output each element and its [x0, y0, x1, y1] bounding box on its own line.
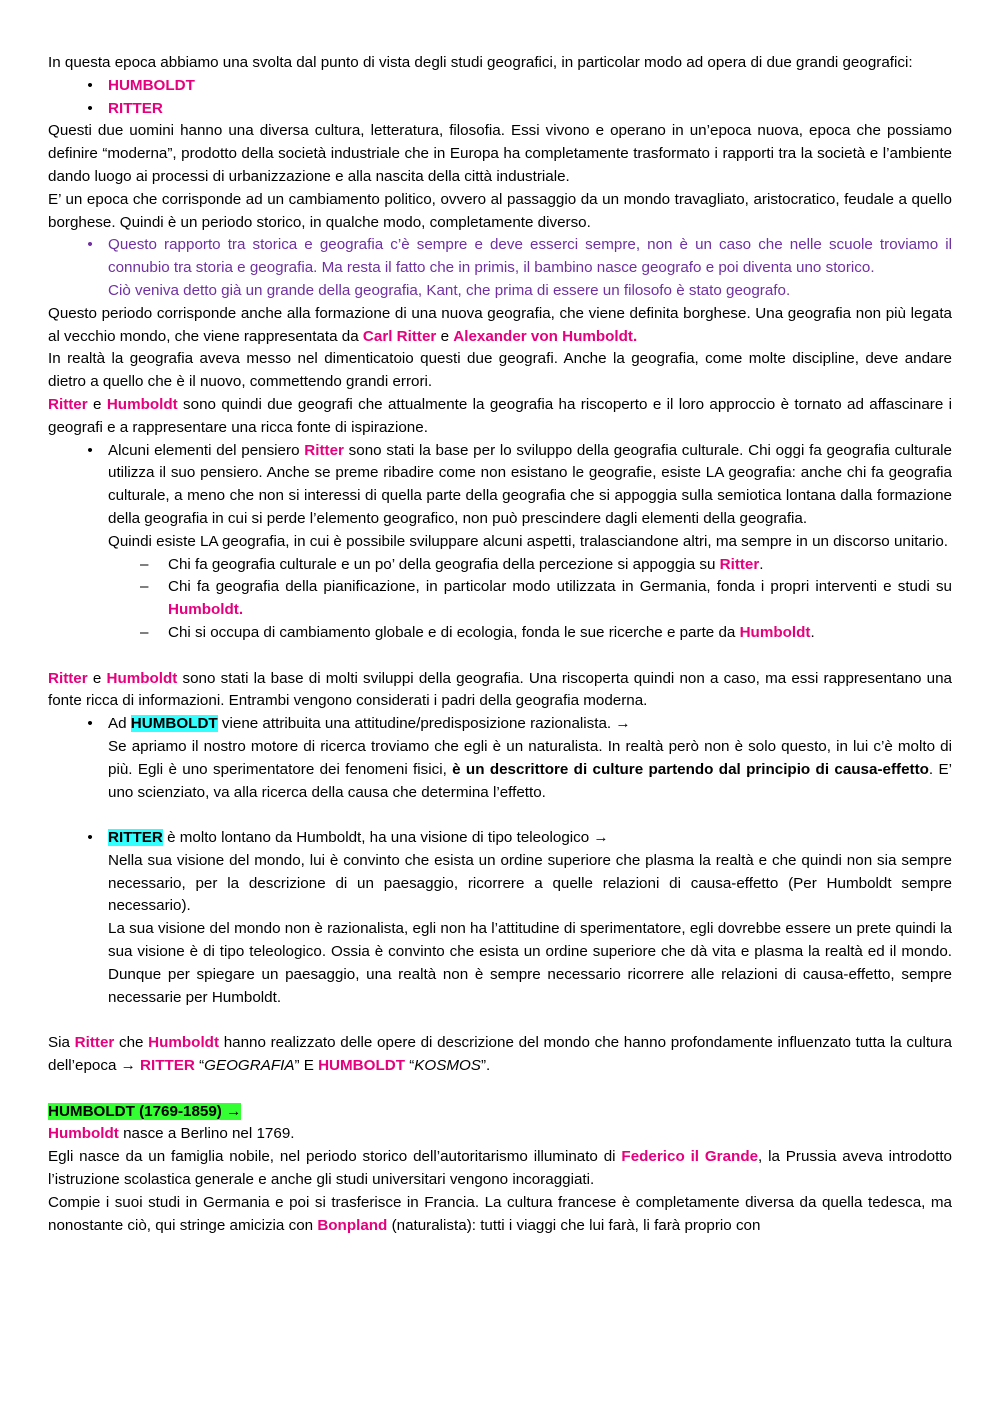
paragraph: Questo periodo corrisponde anche alla formazione di una nuova geografia, che viene definita borghese. Una geografia non più legata al vecchio mondo, che viene rappresentata da Carl Ritter e Alexander von Humboldt. — [48, 304, 952, 345]
paragraph: Egli nasce da un famiglia nobile, nel periodo storico dell’autoritarismo illuminato di Federico il Grande, la Prussia aveva introdotto l’istruzione scolastica generale e anche gli studi universitari vengono incoraggiati. — [48, 1148, 952, 1189]
bullet-icon: • — [87, 236, 93, 254]
list-item: • RITTER — [48, 98, 952, 121]
paragraph: Compie i suoi studi in Germania e poi si trasferisce in Francia. La cultura francese è completamente diversa da quella tedesca, ma nonostante ciò, qui stringe amicizia con Bonpland (naturalista): tutti i viaggi che lui farà, li farà proprio con — [48, 1193, 952, 1234]
list-item: • Questo rapporto tra storica e geografia c’è sempre e deve esserci sempre, non è un caso che nelle scuole troviamo il connubio tra storia e geografia. Ma resta il fatto che in primis, il bambino nasce geografo e poi diventa uno storico. Ciò veniva detto già un grande della geografia, Kant, che prima di essere un filosofo è stato geografo. — [48, 234, 952, 302]
paragraph: E’ un epoca che corrisponde ad un cambiamento politico, ovvero al passaggio da un mondo travagliato, aristocratico, feudale a quello borghese. Quindi è un periodo storico, in qualche modo, completamente diverso. — [48, 190, 952, 231]
dash-icon: – — [140, 578, 149, 596]
document-page — [48, 52, 952, 1237]
paragraph: In realtà la geografia aveva messo nel dimenticatoio questi due geografi. Anche la geografia, come molte discipline, deve andare dietro a quello che è il nuovo, commettendo grandi errori. — [48, 350, 952, 391]
dash-icon: – — [140, 555, 149, 573]
bullet-icon: • — [87, 99, 93, 117]
bullet-icon: • — [87, 441, 93, 459]
paragraph: Ritter e Humboldt sono quindi due geografi che attualmente la geografia ha riscoperto e il loro approccio è tornato ad affascinare i geografi e a rappresentare una ricca fonte di ispirazione. — [48, 395, 953, 436]
list-item: • HUMBOLDT — [48, 75, 952, 98]
intro-paragraph: In questa epoca abbiamo una svolta dal punto di vista degli studi geografici, in particolar modo ad opera di due grandi geografici: — [48, 54, 913, 71]
section-heading: HUMBOLDT (1769-1859) → — [48, 1102, 242, 1120]
list-item: – Chi fa geografia culturale e un po’ della geografia della percezione si appoggia su Ritter. — [48, 554, 952, 577]
paragraph: Ritter e Humboldt sono stati la base di molti sviluppi della geografia. Una riscoperta quindi non a caso, ma essi rappresentano una fonte ricca di informazioni. Entrambi vengono considerati i padri della geografia moderna. — [48, 669, 952, 710]
list-item: • RITTER è molto lontano da Humboldt, ha una visione di tipo teleologico → Nella sua visione del mondo, lui è convinto che esista un ordine superiore che plasma la realtà e che quindi non sia sempre necessario, per la descrizione di un paesaggio, ricorrere a quelle relazioni di causa-effetto (Per Humboldt sempre necessario). La sua visione del mondo non è razionalista, egli non ha l’attitudine di sperimentatore, egli dovrebbe essere un prete quindi la sua visione è di tipo teleologico. Ossia è convinto che esista un ordine superiore che dà vita e plasma la realtà ed il mondo. Dunque per spiegare un paesaggio, una realtà non è sempre necessario ricorrere alle relazioni di causa-effetto, sempre necessarie per Humboldt. — [48, 827, 952, 1009]
list-item: • Alcuni elementi del pensiero Ritter sono stati la base per lo sviluppo della geografia culturale. Chi oggi fa geografia culturale utilizza il suo pensiero. Anche se preme ribadire come non esistano le geografie, esiste LA geografia: anche chi fa geografia culturale, a meno che non si interessi di quella parte della geografia che si appoggia sulla semiotica lontana dalla formazione della geografia in cui si perde l’elemento geografico, non può prescindere dagli elementi della geografia. Quindi esiste LA geografia, in cui è possibile sviluppare alcuni aspetti, tralasciandone altri, ma sempre in un discorso unitario. — [48, 440, 952, 554]
bullet-icon: • — [87, 715, 93, 733]
bullet-icon: • — [87, 829, 93, 847]
paragraph: Questi due uomini hanno una diversa cultura, letteratura, filosofia. Essi vivono e operano in un’epoca nuova, epoca che possiamo definire “moderna”, prodotto della società industriale che in Europa ha completamente trasformato i rapporti tra la società e l’ambiente dando luogo ai processi di urbanizzazione e alla nascita della città industriale. — [48, 122, 952, 185]
paragraph: Humboldt nasce a Berlino nel 1769. — [48, 1125, 295, 1143]
dash-icon: – — [140, 623, 149, 641]
list-item: – Chi fa geografia della pianificazione, in particolar modo utilizzata in Germania, fonda i propri interventi e studi su Humboldt. — [140, 578, 952, 619]
list-item: – Chi si occupa di cambiamento globale e di ecologia, fonda le sue ricerche e parte da Humboldt. — [48, 622, 952, 645]
list-item: • Ad HUMBOLDT viene attribuita una attitudine/predisposizione razionalista. → Se apriamo il nostro motore di ricerca troviamo che egli è un naturalista. In realtà però non è solo questo, in lui c’è molto di più. Egli è uno sperimentatore dei fenomeni fisici, è un descrittore di culture partendo dal principio di causa-effetto. E’ uno scienziato, va alla ricerca della causa che determina l’effetto. — [48, 713, 952, 804]
bullet-icon: • — [87, 76, 93, 94]
paragraph: Sia Ritter che Humboldt hanno realizzato delle opere di descrizione del mondo che hanno profondamente influenzato tutta la cultura dell’epoca → RITTER “GEOGRAFIA” E HUMBOLDT “KOSMOS”. — [48, 1034, 952, 1075]
